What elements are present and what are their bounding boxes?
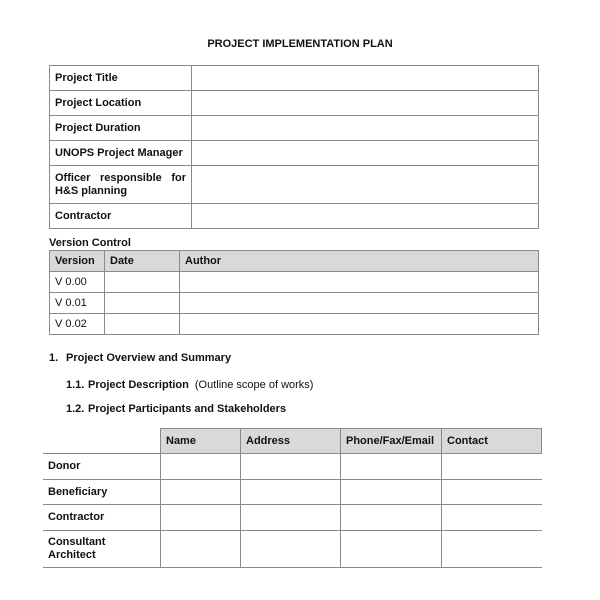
participants-table	[43, 428, 542, 568]
author-cell[interactable]	[180, 293, 539, 314]
info-label: Project Duration	[50, 116, 192, 141]
info-value-cell[interactable]	[192, 91, 539, 116]
table-cell[interactable]	[161, 454, 241, 480]
version-control-label: Version Control	[49, 237, 131, 249]
table-cell[interactable]	[442, 531, 542, 568]
info-value-cell[interactable]	[192, 116, 539, 141]
subsection-heading	[66, 403, 286, 415]
row-label: Beneficiary	[43, 480, 161, 505]
info-label: Officer responsible for H&S planning	[50, 166, 192, 204]
table-cell[interactable]	[241, 531, 341, 568]
info-value-cell[interactable]	[192, 141, 539, 166]
table-cell[interactable]	[241, 505, 341, 531]
date-cell[interactable]	[105, 314, 180, 335]
info-value-cell[interactable]	[192, 204, 539, 229]
info-label: Project Location	[50, 91, 192, 116]
info-label: Project Title	[50, 66, 192, 91]
table-cell[interactable]	[442, 454, 542, 480]
table-cell[interactable]	[161, 480, 241, 505]
table-cell[interactable]	[341, 505, 442, 531]
page-title: PROJECT IMPLEMENTATION PLAN	[207, 38, 393, 50]
table-cell[interactable]	[241, 480, 341, 505]
table-cell[interactable]	[341, 531, 442, 568]
date-cell[interactable]	[105, 293, 180, 314]
section-number: 1.	[49, 352, 59, 364]
table-row	[43, 505, 542, 531]
table-cell[interactable]	[442, 480, 542, 505]
section-heading	[49, 352, 231, 364]
version-cell: V 0.01	[50, 293, 105, 314]
author-cell[interactable]	[180, 272, 539, 293]
table-row	[43, 454, 542, 480]
table-cell[interactable]	[161, 505, 241, 531]
column-header: Version	[50, 251, 105, 272]
table-row	[50, 293, 539, 314]
row-label: Consultant Architect	[43, 531, 161, 568]
version-control-table	[49, 250, 539, 335]
section-number: 1.1.	[66, 379, 85, 391]
info-label: UNOPS Project Manager	[50, 141, 192, 166]
subsection-heading	[66, 379, 313, 391]
row-label: Contractor	[43, 505, 161, 531]
table-cell[interactable]	[241, 454, 341, 480]
version-cell: V 0.00	[50, 272, 105, 293]
table-cell[interactable]	[161, 531, 241, 568]
column-header: Contact	[442, 429, 542, 454]
info-value-cell[interactable]	[192, 166, 539, 204]
table-row	[43, 531, 542, 568]
section-title: Project Participants and Stakeholders	[88, 403, 287, 415]
column-header: Date	[105, 251, 180, 272]
table-cell[interactable]	[341, 454, 442, 480]
project-info-table	[49, 65, 539, 229]
column-header: Address	[241, 429, 341, 454]
table-cell[interactable]	[442, 505, 542, 531]
table-row	[43, 480, 542, 505]
empty-header	[43, 429, 161, 454]
section-number: 1.2.	[66, 403, 85, 415]
date-cell[interactable]	[105, 272, 180, 293]
info-value-cell[interactable]	[192, 66, 539, 91]
section-title: Project Overview and Summary	[66, 352, 232, 364]
section-title: Project Description	[88, 379, 189, 391]
column-header: Phone/Fax/Email	[341, 429, 442, 454]
table-row	[50, 272, 539, 293]
column-header: Author	[180, 251, 539, 272]
column-header: Name	[161, 429, 241, 454]
version-cell: V 0.02	[50, 314, 105, 335]
section-note: (Outline scope of works)	[194, 379, 314, 391]
table-cell[interactable]	[341, 480, 442, 505]
row-label: Donor	[43, 454, 161, 480]
info-label: Contractor	[50, 204, 192, 229]
table-row	[50, 314, 539, 335]
author-cell[interactable]	[180, 314, 539, 335]
